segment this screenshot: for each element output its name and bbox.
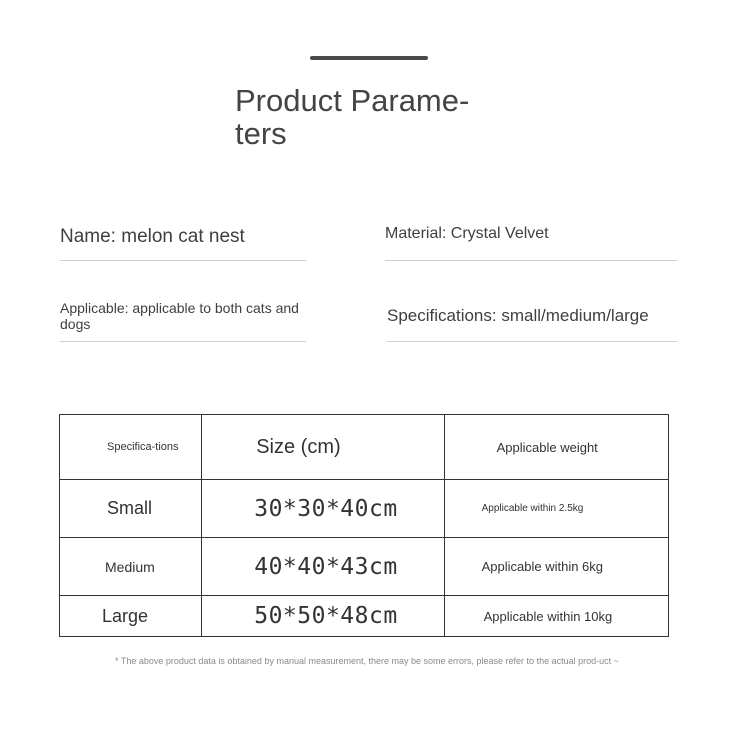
row-size: 40*40*43cm <box>202 538 444 596</box>
header-size: Size (cm) <box>202 415 444 480</box>
page-title: Product Parame-ters <box>235 83 470 151</box>
row-size: 50*50*48cm <box>202 596 444 637</box>
title-divider-bar <box>310 56 428 60</box>
row-size: 30*30*40cm <box>202 480 444 538</box>
table-header-row <box>60 415 669 480</box>
field-material: Material: Crystal Velvet <box>385 225 677 261</box>
field-specifications: Specifications: small/medium/large <box>387 306 677 342</box>
header-specifications: Specifica-tions <box>60 415 202 480</box>
row-spec: Small <box>60 480 202 538</box>
row-weight: Applicable within 6kg <box>444 538 668 596</box>
table-row <box>60 538 669 596</box>
row-spec: Large <box>60 596 202 637</box>
row-weight: Applicable within 2.5kg <box>444 480 668 538</box>
row-spec: Medium <box>60 538 202 596</box>
footnote: * The above product data is obtained by manual measurement, there may be some errors, please refer to the actual prod-uct ~ <box>115 656 619 666</box>
field-name: Name: melon cat nest <box>60 226 306 261</box>
parameters-table <box>59 414 669 637</box>
header-weight: Applicable weight <box>444 415 668 480</box>
row-weight: Applicable within 10kg <box>444 596 668 637</box>
table-row <box>60 480 669 538</box>
field-applicable: Applicable: applicable to both cats and dogs <box>60 300 306 342</box>
table-row <box>60 596 669 637</box>
